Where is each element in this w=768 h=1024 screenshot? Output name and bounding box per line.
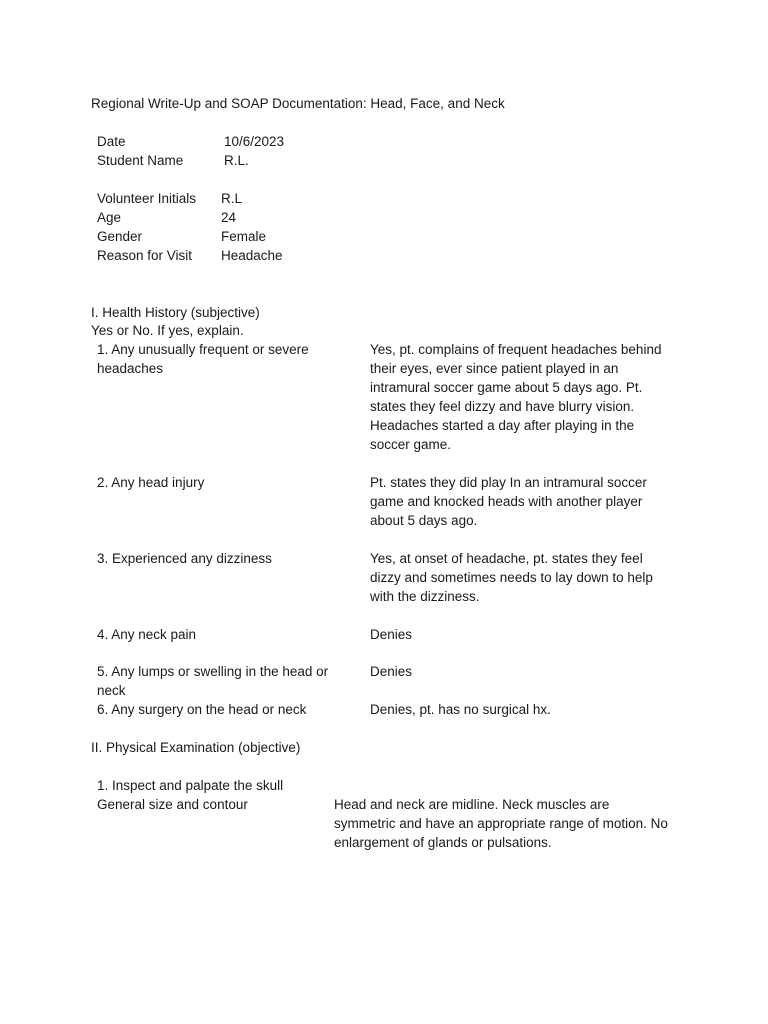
history-question-6: 6. Any surgery on the head or neck xyxy=(97,702,307,717)
gender-label: Gender xyxy=(97,229,143,244)
volunteer-initials-label: Volunteer Initials xyxy=(97,191,197,206)
history-instruction: Yes or No. If yes, explain. xyxy=(91,323,244,338)
history-question-4: 4. Any neck pain xyxy=(97,627,197,642)
gender-value: Female xyxy=(221,229,267,244)
history-answer-4: Denies xyxy=(370,627,413,642)
history-answer-1: Yes, pt. complains of frequent headaches behind their eyes, ever since patient played in an intramural soccer game about 5 days ago. Pt. states they feel dizzy and have blurry vision. Headaches started a day after playing in the soccer game. xyxy=(370,342,662,452)
volunteer-initials-value: R.L xyxy=(221,191,243,206)
reason-label: Reason for Visit xyxy=(97,248,193,263)
history-answer-2: Pt. states they did play In an intramural soccer game and knocked heads with another player about 5 days ago. xyxy=(370,475,647,528)
history-heading: I. Health History (subjective) xyxy=(91,305,260,320)
student-name-label: Student Name xyxy=(97,153,184,168)
age-value: 24 xyxy=(221,210,237,225)
history-question-1: 1. Any unusually frequent or severe headaches xyxy=(97,342,309,376)
history-answer-5: Denies xyxy=(370,664,413,679)
history-question-2: 2. Any head injury xyxy=(97,475,205,490)
date-label: Date xyxy=(97,134,126,149)
reason-value: Headache xyxy=(221,248,283,263)
student-name-value: R.L. xyxy=(224,153,249,168)
exam-item-value: Head and neck are midline. Neck muscles are symmetric and have an appropriate range of motion. No enlargement of glands or pulsations. xyxy=(334,797,668,850)
exam-sub-heading: 1. Inspect and palpate the skull xyxy=(97,778,284,793)
history-question-3: 3. Experienced any dizziness xyxy=(97,551,272,566)
document-title: Regional Write-Up and SOAP Documentation: Head, Face, and Neck xyxy=(91,96,505,111)
date-value: 10/6/2023 xyxy=(224,134,285,149)
history-answer-6: Denies, pt. has no surgical hx. xyxy=(370,702,551,717)
exam-heading: II. Physical Examination (objective) xyxy=(91,740,301,755)
history-question-5: 5. Any lumps or swelling in the head or neck xyxy=(97,664,329,698)
age-label: Age xyxy=(97,210,122,225)
history-answer-3: Yes, at onset of headache, pt. states they feel dizzy and sometimes needs to lay down to help with the dizziness. xyxy=(370,551,653,604)
exam-item-label: General size and contour xyxy=(97,797,248,812)
